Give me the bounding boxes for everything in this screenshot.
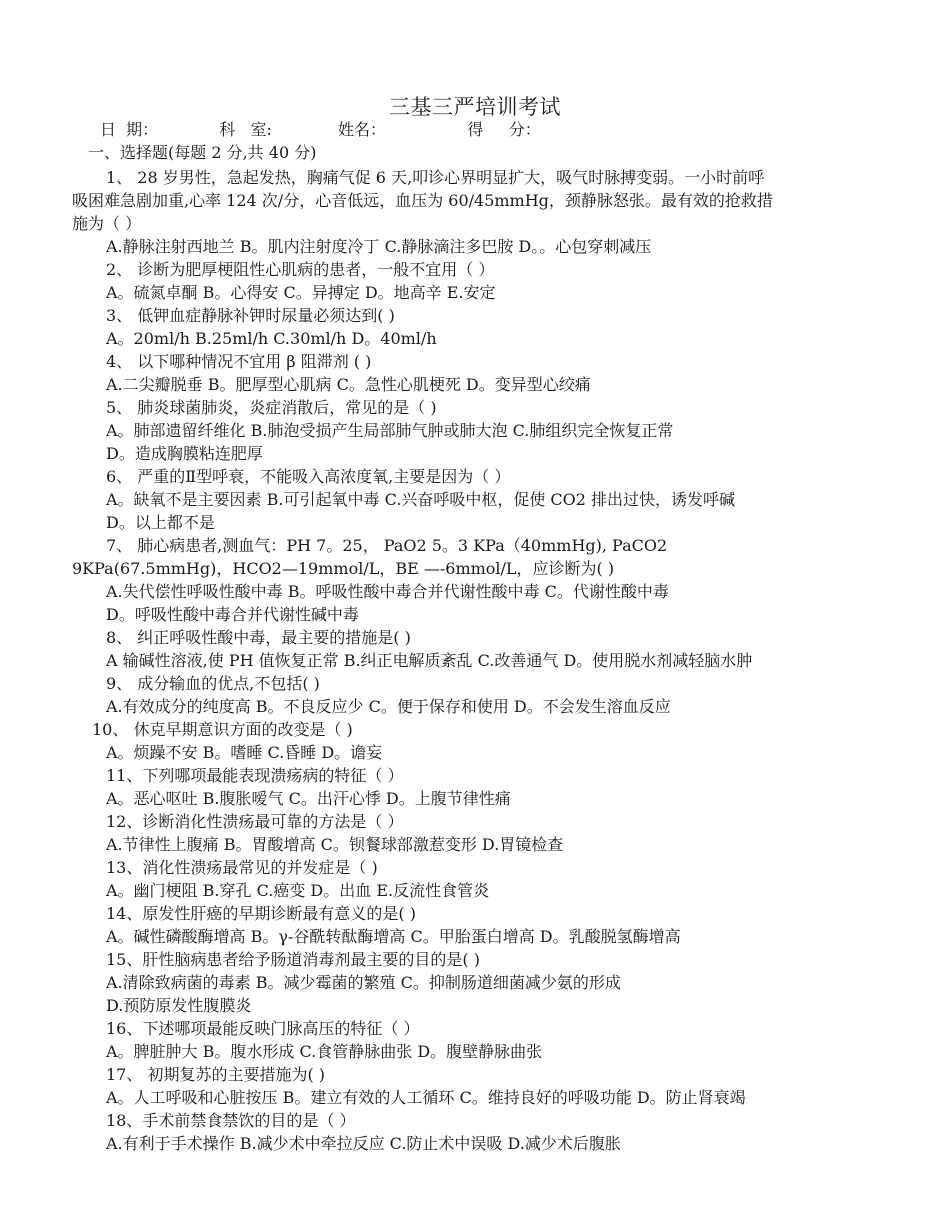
question-text: 8、 纠正呼吸性酸中毒，最主要的措施是( ) (106, 628, 411, 647)
answer-options: A。脾脏肿大 B。腹水形成 C.食管静脉曲张 D。腹壁静脉曲张 (106, 1042, 543, 1061)
answer-options: A。缺氧不是主要因素 B.可引起氧中毒 C.兴奋呼吸中枢，促使 CO2 排出过快，诱发呼碱 (106, 490, 736, 509)
question-text: 2、 诊断为肥厚梗阻性心肌病的患者，一般不宜用（ ） (106, 260, 495, 279)
answer-options: A.失代偿性呼吸性酸中毒 B。呼吸性酸中毒合并代谢性酸中毒 C。代谢性酸中毒 (106, 582, 669, 601)
question-text: 9KPa(67.5mmHg)，HCO2—19mmol/L，BE —-6mmol/L，应诊断为( ) (72, 559, 615, 578)
question-text: 4、 以下哪种情况不宜用 β 阻滞剂 ( ) (106, 352, 372, 371)
question-text: 17、 初期复苏的主要措施为( ) (106, 1065, 326, 1084)
answer-options: A。烦躁不安 B。嗜睡 C.昏睡 D。谵妄 (106, 743, 383, 762)
question-text: 12、诊断消化性溃疡最可靠的方法是（ ） (106, 812, 404, 831)
question-text: 15、肝性脑病患者给予肠道消毒剂最主要的目的是( ) (106, 950, 480, 969)
answer-options: A.清除致病菌的毒素 B。减少霉菌的繁殖 C。抑制肠道细菌减少氨的形成 (106, 973, 621, 992)
answer-options: A。肺部遗留纤维化 B.肺泡受损产生局部肺气肿或肺大泡 C.肺组织完全恢复正常 (106, 421, 674, 440)
question-text: 13、消化性溃疡最常见的并发症是（ ) (106, 858, 378, 877)
answer-options: A。碱性磷酸酶增高 B。γ-谷酰转酞酶增高 C。甲胎蛋白增高 D。乳酸脱氢酶增高 (106, 927, 681, 946)
answer-options: D。造成胸膜粘连肥厚 (106, 444, 263, 463)
question-text: 5、 肺炎球菌肺炎，炎症消散后，常见的是（ ) (106, 398, 437, 417)
answer-options: A.有效成分的纯度高 B。不良反应少 C。便于保存和使用 D。不会发生溶血反应 (106, 697, 671, 716)
question-text: 3、 低钾血症静脉补钾时尿量必须达到( ) (106, 306, 395, 325)
answer-options: A。硫氮卓酮 B。心得安 C。异搏定 D。地高辛 E.安定 (106, 283, 496, 302)
section-heading: 一、选择题(每题 2 分,共 40 分) (88, 143, 317, 162)
question-text: 7、 肺心病患者,测血气：PH 7。25， PaO2 5。3 KPa（40mmHg), PaCO2 (106, 536, 668, 555)
answer-options: A。幽门梗阻 B.穿孔 C.癌变 D。出血 E.反流性食管炎 (106, 881, 490, 900)
question-text: 1、 28 岁男性，急起发热，胸痛气促 6 天,叩诊心界明显扩大，吸气时脉搏变弱。一小时前呼 (106, 168, 765, 187)
question-text: 16、下述哪项最能反映门脉高压的特征（ ） (106, 1019, 420, 1038)
answer-options: D。以上都不是 (106, 513, 215, 532)
answer-options: A.有利于手术操作 B.减少术中牵拉反应 C.防止术中误吸 D.减少术后腹胀 (106, 1134, 621, 1153)
answer-options: D。呼吸性酸中毒合并代谢性碱中毒 (106, 605, 359, 624)
answer-options: A 输碱性溶液,使 PH 值恢复正常 B.纠正电解质紊乱 C.改善通气 D。使用脱水剂减轻脑水肿 (106, 651, 753, 670)
question-text: 10、 休克早期意识方面的改变是（ ) (92, 720, 353, 739)
answer-options: D.预防原发性腹膜炎 (106, 996, 252, 1015)
exam-title: 三基三严培训考试 (389, 95, 561, 119)
question-text: 吸困难急剧加重,心率 124 次/分，心音低远，血压为 60/45mmHg，颈静脉怒张。最有效的抢救措 (72, 191, 773, 210)
question-text: 14、原发性肝癌的早期诊断最有意义的是( ) (106, 904, 416, 923)
answer-options: A。恶心呕吐 B.腹胀嗳气 C。出汗心悸 D。上腹节律性痛 (106, 789, 511, 808)
question-text: 18、手术前禁食禁饮的目的是（ ） (106, 1111, 356, 1130)
answer-options: A.静脉注射西地兰 B。肌内注射度冷丁 C.静脉滴注多巴胺 D。。心包穿刺减压 (106, 237, 652, 256)
question-text: 9、 成分输血的优点,不包括( ) (106, 674, 320, 693)
header-fields: 日 期： 科 室: 姓名： 得 分： (100, 120, 541, 139)
question-text: 6、 严重的Ⅱ型呼衰，不能吸入高浓度氧,主要是因为（ ） (106, 467, 511, 486)
answer-options: A.节律性上腹痛 B。胃酸增高 C。钡餐球部激惹变形 D.胃镜检查 (106, 835, 564, 854)
answer-options: A.二尖瓣脱垂 B。肥厚型心肌病 C。急性心肌梗死 D。变异型心绞痛 (106, 375, 591, 394)
question-text: 施为（ ） (72, 214, 142, 233)
question-text: 11、下列哪项最能表现溃疡病的特征（ ） (106, 766, 404, 785)
answer-options: A。20ml/h B.25ml/h C.30ml/h D。40ml/h (106, 329, 437, 348)
answer-options: A。人工呼吸和心脏按压 B。建立有效的人工循环 C。维持良好的呼吸功能 D。防止肾衰竭 (106, 1088, 746, 1107)
